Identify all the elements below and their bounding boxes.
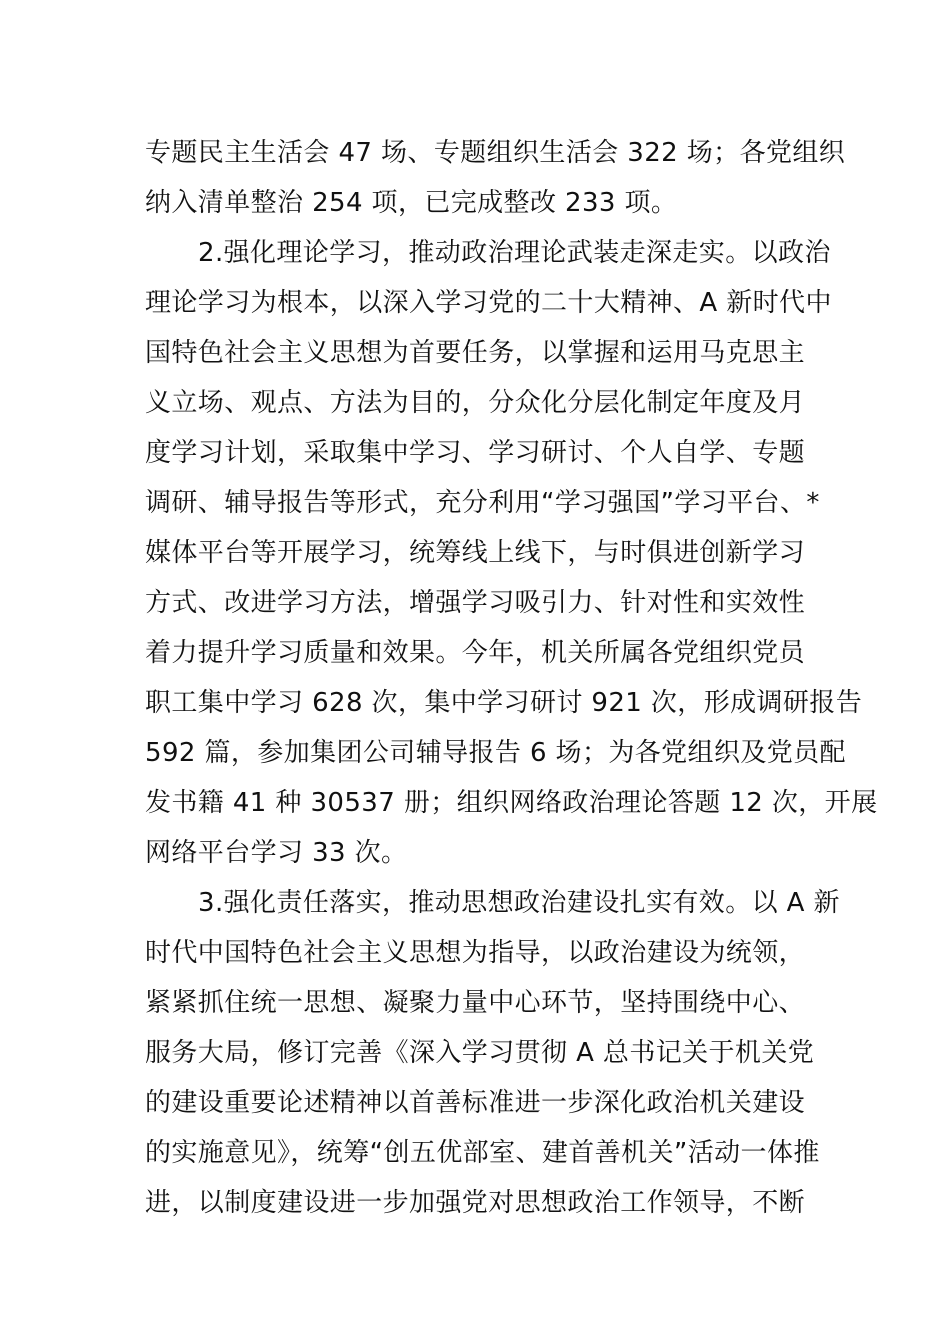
text-line: 度学习计划，采取集中学习、学习研讨、个人自学、专题 xyxy=(145,438,806,468)
text-line: 服务大局，修订完善《深入学习贯彻 A 总书记关于机关党 xyxy=(145,1038,815,1068)
text-line: 592 篇，参加集团公司辅导报告 6 场；为各党组织及党员配 xyxy=(145,738,846,768)
text-line: 网络平台学习 33 次。 xyxy=(145,838,408,868)
text-line: 理论学习为根本，以深入学习党的二十大精神、A 新时代中 xyxy=(145,288,832,318)
text-line: 时代中国特色社会主义思想为指导，以政治建设为统领， xyxy=(145,938,806,968)
paragraph-heading-2: 2.强化理论学习，推动政治理论武装走深走实。以政治 xyxy=(198,238,831,268)
text-line: 的实施意见》，统筹“创五优部室、建首善机关”活动一体推 xyxy=(145,1138,820,1168)
text-line: 的建设重要论述精神以首善标准进一步深化政治机关建设 xyxy=(145,1088,806,1118)
text-line: 紧紧抓住统一思想、凝聚力量中心环节，坚持围绕中心、 xyxy=(145,988,806,1018)
paragraph-heading-3: 3.强化责任落实，推动思想政治建设扎实有效。以 A 新 xyxy=(198,888,840,918)
text-line: 进，以制度建设进一步加强党对思想政治工作领导，不断 xyxy=(145,1188,806,1218)
text-line: 义立场、观点、方法为目的，分众化分层化制定年度及月 xyxy=(145,388,806,418)
text-line: 发书籍 41 种 30537 册；组织网络政治理论答题 12 次，开展 xyxy=(145,788,878,818)
text-line: 着力提升学习质量和效果。今年，机关所属各党组织党员 xyxy=(145,638,806,668)
text-line: 职工集中学习 628 次，集中学习研讨 921 次，形成调研报告 xyxy=(145,688,863,718)
text-line: 媒体平台等开展学习，统筹线上线下，与时俱进创新学习 xyxy=(145,538,806,568)
text-line: 纳入清单整治 254 项，已完成整改 233 项。 xyxy=(145,188,678,218)
text-line: 调研、辅导报告等形式，充分利用“学习强国”学习平台、* xyxy=(145,488,820,518)
text-line: 方式、改进学习方法，增强学习吸引力、针对性和实效性 xyxy=(145,588,806,618)
document-body xyxy=(145,128,878,1228)
text-line: 专题民主生活会 47 场、专题组织生活会 322 场；各党组织 xyxy=(145,138,846,168)
text-line: 国特色社会主义思想为首要任务，以掌握和运用马克思主 xyxy=(145,338,806,368)
